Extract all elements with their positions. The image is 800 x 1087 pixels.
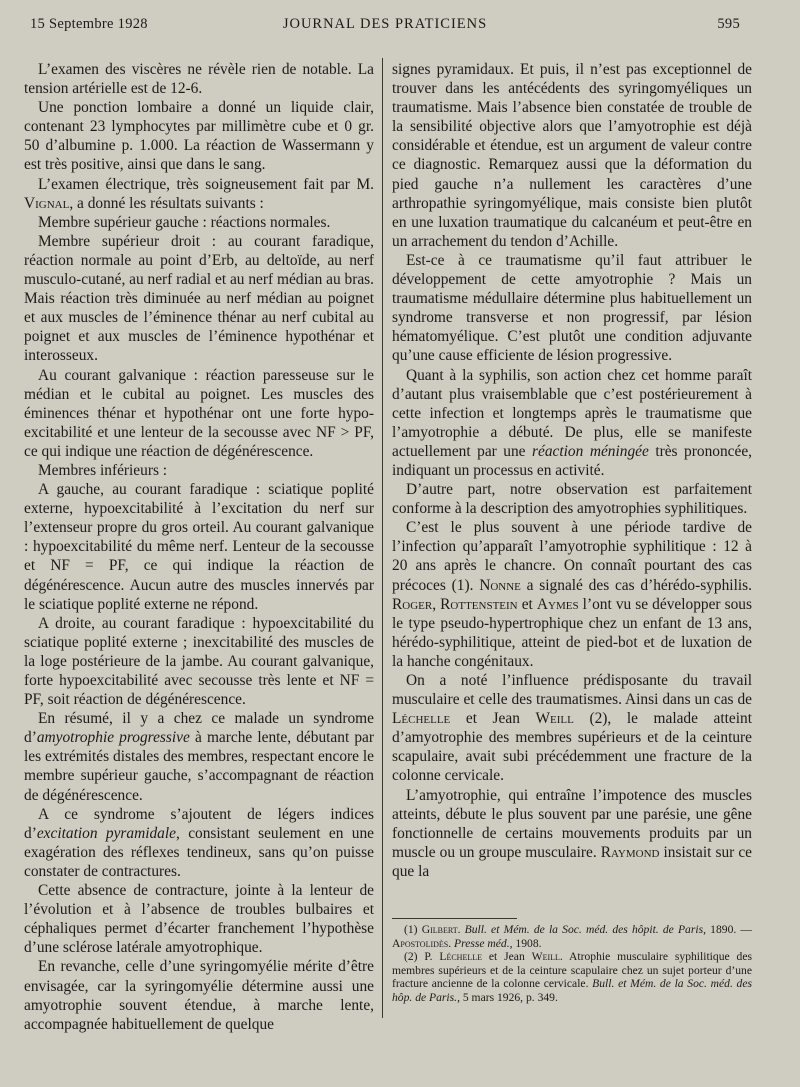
author-name: Léchelle — [392, 710, 451, 728]
paragraph: L’examen électrique, très soigneusement fait par M. Vignal, a donné les résultats suivants : — [24, 175, 374, 212]
author-name: Rottenstein — [440, 595, 518, 613]
paragraph: C’est le plus souvent à une période tardive de l’infection qu’apparaît l’amyotrophie syphilitique : 12 à 20 ans après le chancre. On connaît pourtant des cas précoces (1). Nonne a signalé des cas d’hérédo-syphilis. Roger, Rottenstein et Aymes l’ont vu se développer sous le type pseudo-hypertrophique chez un enfant de 13 ans, hérédo-syphilitique, atteint de pied-bot et de luxation de la hanche congénitaux. — [392, 519, 752, 670]
paragraph: signes pyramidaux. Et puis, il n’est pas exceptionnel de trouver dans les antécédents des syringomyéliques un traumatisme. Mais l’absence bien constatée de trouble de la sensibilité objective alors que l’amyotrophie est déjà considérable et étendue, est un argument de valeur contre ce diagnostic. Remarquez aussi que la déformation du pied gauche n’a nullement les caractères d’une arthropathie syringomyélique, mais consiste bien plutôt en une luxation traumatique du calcanéum et peut-être en un arrachement du tendon d’Achille. — [392, 61, 752, 250]
paragraph: Membre supérieur gauche : réactions normales. — [38, 213, 331, 231]
header-date: 15 Septembre 1928 — [30, 16, 148, 32]
emphasis: réaction méningée — [532, 442, 649, 460]
emphasis: amyotrophie progressive — [36, 729, 190, 747]
paragraph: Est-ce à ce traumatisme qu’il faut attribuer le développement de cette amyotrophie ? Mais un traumatisme médullaire détermine plus habituellement un syndrome transverse et non progressif, par lésion hématomyélique. C’est plutôt une condition adjuvante qu’une cause efficiente de lésion progressive. — [392, 251, 752, 365]
author-name: Weill — [535, 710, 574, 728]
paragraph: Une ponction lombaire a donné un liquide clair, contenant 23 lymphocytes par millimètre cube et 0 gr. 50 d’albumine p. 1.000. La réaction de Wassermann y est très positive, ainsi que dans le sang. — [24, 99, 374, 174]
footnotes — [392, 918, 752, 1005]
column-divider — [382, 58, 383, 1018]
paragraph: En revanche, celle d’une syringomyélie mérite d’être envisagée, car la syringomyélie détermine aussi une amyotrophie souvent étendue, à marche lente, accompagnée habituellement de quelque — [24, 958, 374, 1033]
running-header — [30, 16, 740, 38]
author-name: Nonne — [479, 576, 521, 594]
journal-title: JOURNAL DES PRATICIENS — [282, 16, 488, 32]
author-name: Roger — [392, 595, 433, 613]
left-column — [24, 60, 374, 1034]
paragraph: En résumé, il y a chez ce malade un syndrome d’amyotrophie progressive à marche lente, débutant par les extrémités distales des membres, respectant encore le membre supérieur gauche, s’accompagnant de réaction de dégénérescence. — [24, 710, 374, 804]
paragraph: L’examen des viscères ne révèle rien de notable. La tension artérielle est de 12-6. — [24, 61, 374, 98]
author-name: Vignal — [24, 194, 70, 212]
author-name: Aymes — [536, 595, 579, 613]
footnote-1: (1) Gilbert. Bull. et Mém. de la Soc. méd. des hôpit. de Paris, 1890. — Apostolidès. Presse méd., 1908. — [392, 923, 753, 950]
author-name: Raymond — [600, 843, 660, 861]
footnote-rule — [392, 918, 517, 919]
paragraph: A gauche, au courant faradique : sciatique poplité externe, hypoexcitabilité à l’excitation du nerf sur l’extenseur propre du gros orteil. Au courant galvanique : hypoexcitabilité du même nerf. Lenteur de la secousse et NF = PF, ce qui indique la réaction de dégénérescence. Aucun autre des muscles innervés par le sciatique poplité externe ne répond. — [24, 481, 374, 613]
paragraph: On a noté l’influence prédisposante du travail musculaire et celle des traumatismes. Ainsi dans un cas de Léchelle et Jean Weill (2), le malade atteint d’amyotrophie des membres supérieurs et de la ceinture scapulaire, avait subi précédemment une fracture de la colonne cervicale. — [392, 672, 752, 785]
paragraph: A ce syndrome s’ajoutent de légers indices d’excitation pyramidale, consistant seulement en une exagération des réflexes tendineux, sans qu’on puisse constater de contractures. — [24, 805, 374, 880]
paragraph: Cette absence de contracture, jointe à la lenteur de l’évolution et à l’absence de troubles bulbaires et céphaliques permet d’écarter franchement l’hypothèse d’une sclérose latérale amyotrophique. — [24, 882, 374, 957]
emphasis: excitation pyramidale — [36, 824, 176, 842]
paragraph: D’autre part, notre observation est parfaitement conforme à la description des amyotrophies syphilitiques. — [392, 481, 752, 518]
page-number: 595 — [717, 16, 740, 32]
footnote-2: (2) P. Léchelle et Jean Weill. Atrophie musculaire syphilitique des membres supérieurs et de la ceinture scapulaire chez un sujet porteur d’une fracture ancienne de la colonne cervicale. Bull. et Mém. de la Soc. méd. des hôp. de Paris., 5 mars 1926, p. 349. — [392, 950, 752, 1004]
right-column — [392, 60, 752, 881]
paragraph: Membre supérieur droit : au courant faradique, réaction normale au point d’Erb, au deltoïde, au nerf musculo-cutané, au nerf radial et au nerf médian au bras. Mais réaction très diminuée au nerf médian au poignet et aux muscles de l’éminence thénar au nerf cubital au poignet et aux muscles de l’éminence hypothénar et interosseux. — [24, 232, 374, 365]
paragraph: Quant à la syphilis, son action chez cet homme paraît d’autant plus vraisemblable que c’est postérieurement à cette infection et longtemps après le traumatisme que l’amyotrophie a débuté. De plus, elle se manifeste actuellement par une réaction méningée très prononcée, indiquant un processus en activité. — [392, 366, 752, 479]
paragraph: Au courant galvanique : réaction paresseuse sur le médian et le cubital au poignet. Les muscles des éminences thénar et hypothénar ont une forte hypo-excitabilité et une lenteur de la secousse avec NF > PF, ce qui indique une réaction de dégénérescence. — [24, 366, 374, 460]
paragraph: A droite, au courant faradique : hypoexcitabilité du sciatique poplité externe ; inexcitabilité des muscles de la loge postérieure de la jambe. Au courant galvanique, forte hypoexcitabilité avec secousse très lente et NF = PF, soit réaction de dégénérescence. — [24, 614, 374, 709]
paragraph: L’amyotrophie, qui entraîne l’impotence des muscles atteints, débute le plus souvent par une parésie, une gêne fonctionnelle de certains mouvements produits par un muscle ou un groupe musculaire. Raymond insistait sur ce que la — [392, 786, 752, 880]
paragraph: Membres inférieurs : — [38, 461, 168, 479]
